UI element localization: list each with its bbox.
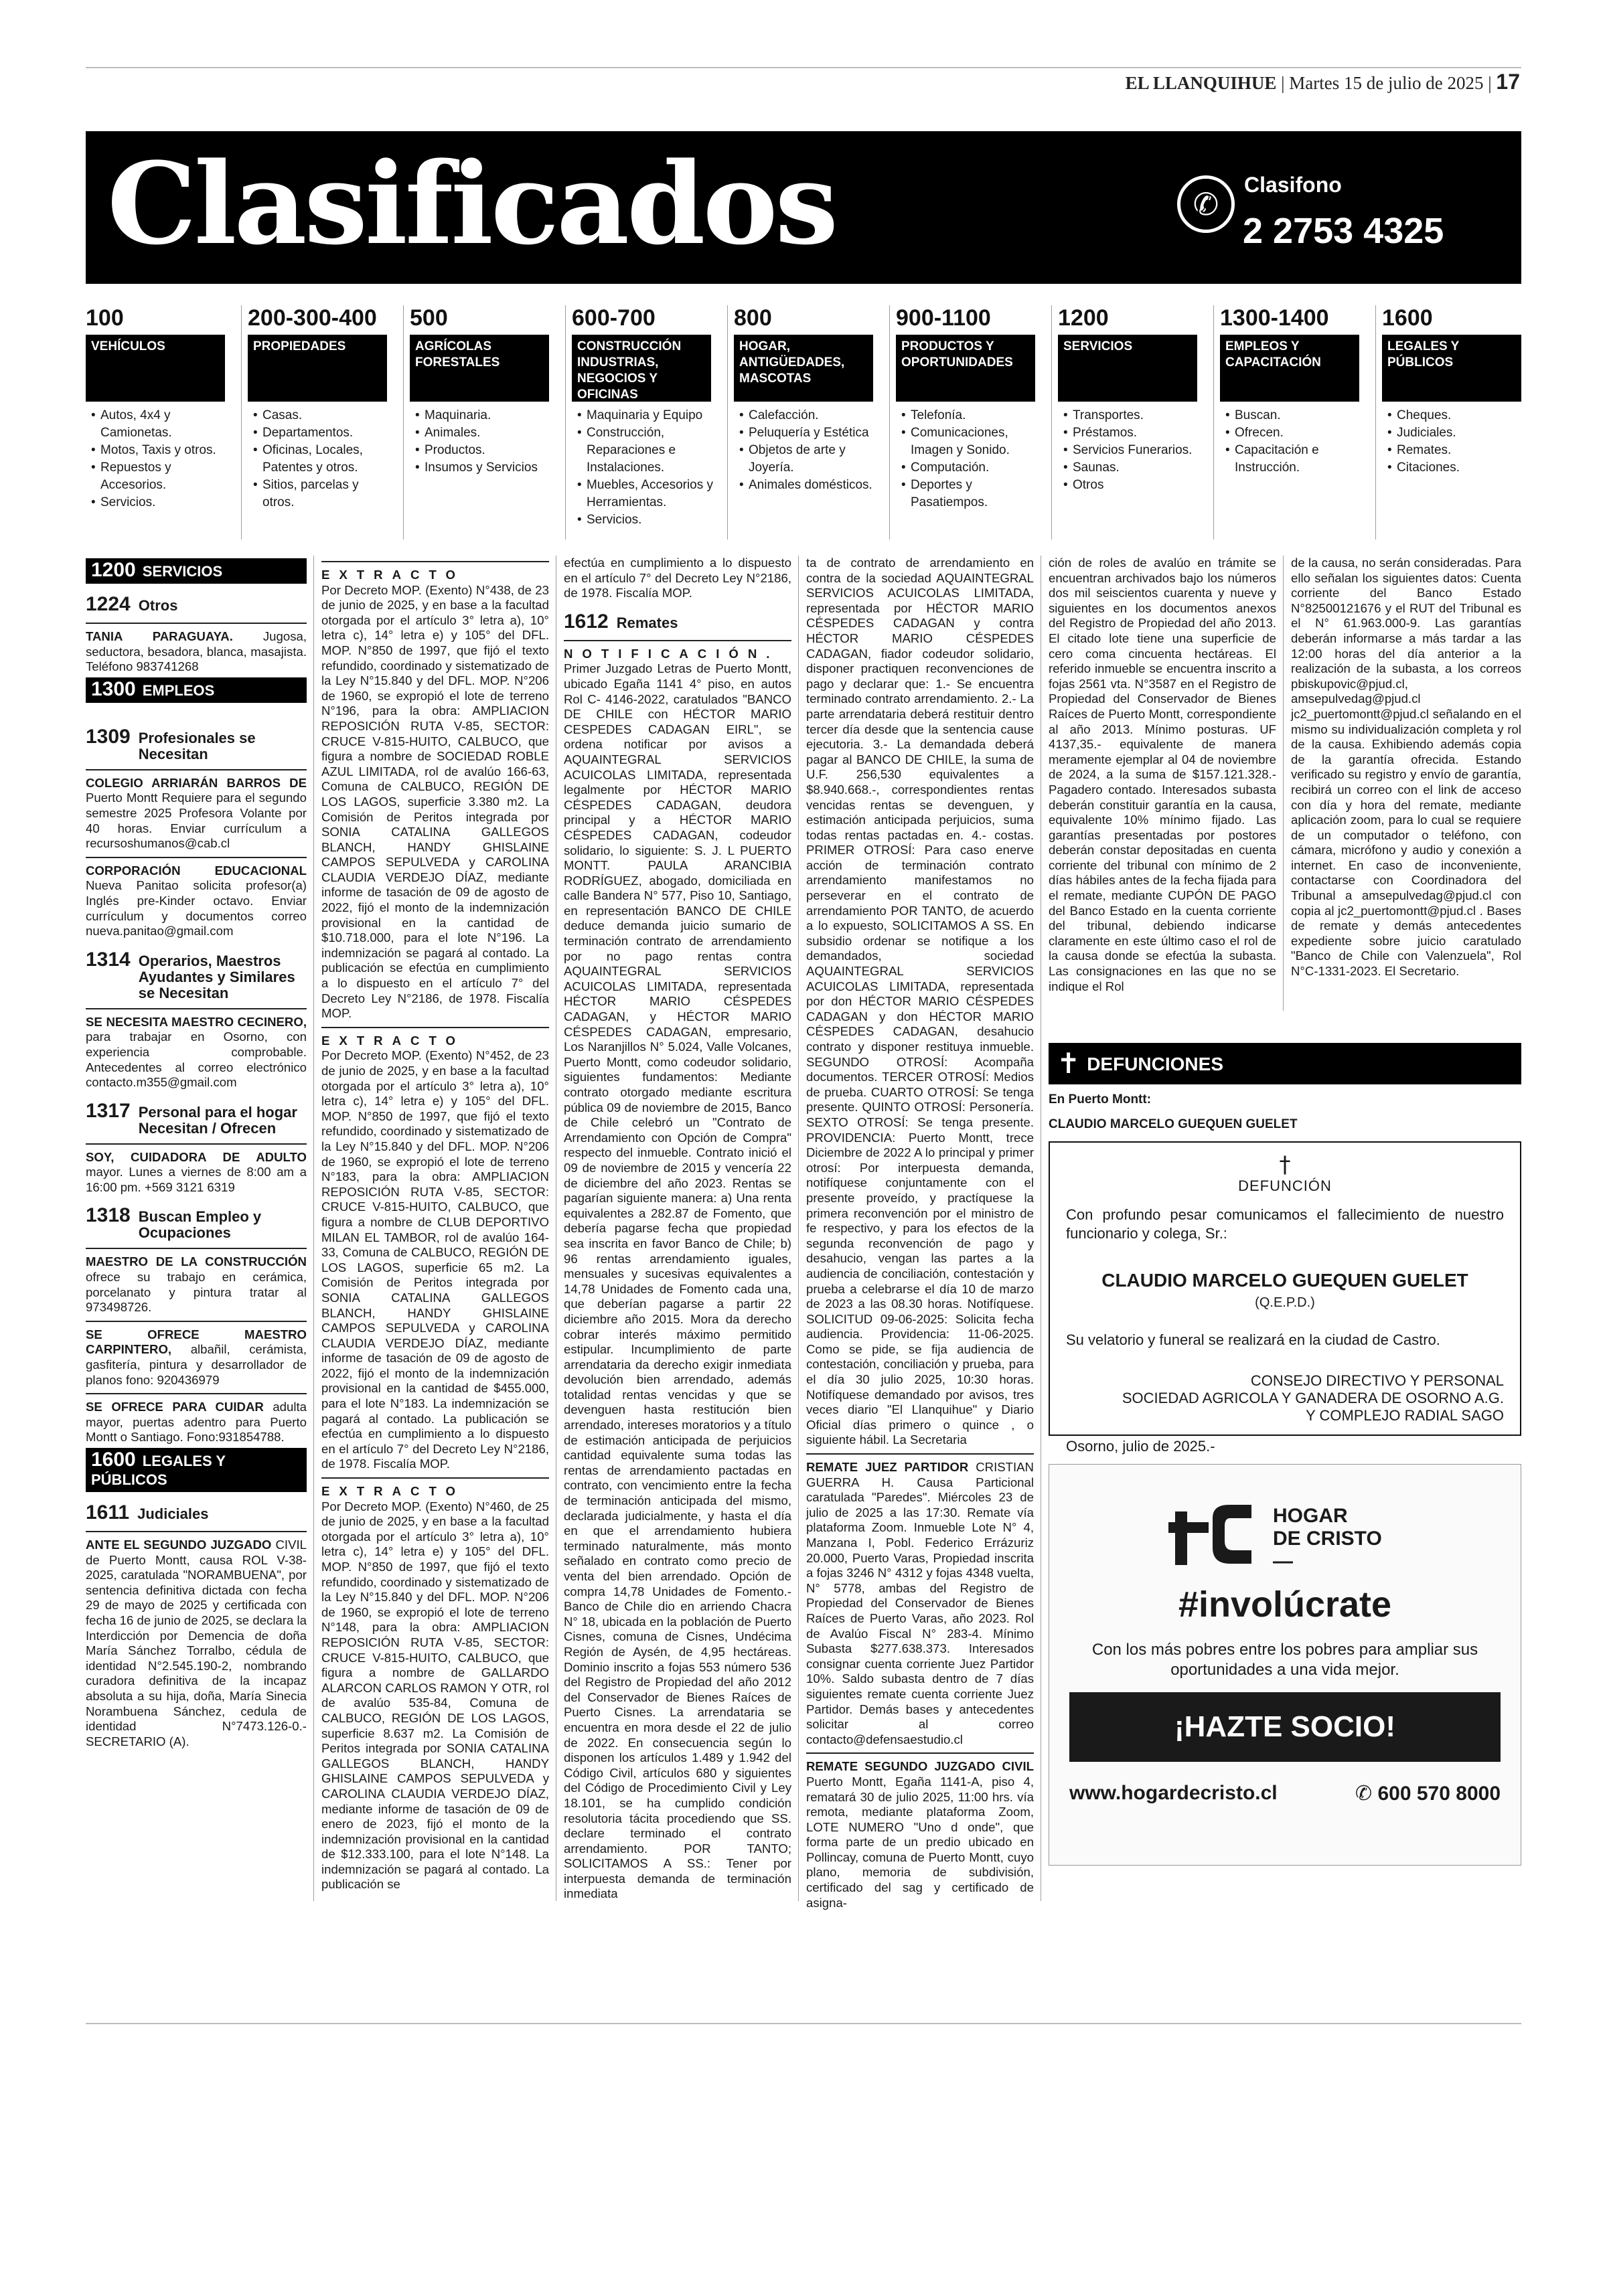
category-items (1387, 407, 1528, 477)
category-separator (565, 305, 566, 540)
divider (321, 1477, 549, 1479)
column-5 (1049, 556, 1276, 1011)
section-head-1300: 1300 EMPLEOS (86, 677, 307, 703)
category-separator (1375, 305, 1376, 540)
column-separator (313, 556, 314, 1901)
notice-continuation: efectúa en cumplimiento a lo dispuesto en el artículo 7° del Decreto Ley N°2186, de 1978. Fiscalía MOP. (564, 556, 791, 600)
divider (564, 640, 791, 641)
category-items (739, 407, 880, 494)
auction-notice: REMATE JUEZ PARTIDOR CRISTIAN GUERRA H. Causa Particional caratulada "Paredes". Miércoles 23 de julio de 2025 a las 17:30. Remate vía plataforma Zoom. Inmueble Lote N° 4, Manzana I, Pobl. Federico Errázuriz 20.000, Puerto Varas, Propiedad inscrita a fojas 3246 N° 4312 y fojas 4348 vuelta, N° 5778, ambas del Registro de Propiedad del Conservador de Bienes Raíces de Puerto Varas, año 2023. Rol de Avalúo Fiscal N° 283-4. Mínimo Subasta $277.638.373. Interesados consignar cuenta corriente Juez Partidor 10%. Saldo subasta dentro de 7 días siguientes remate cuenta corriente Juez Partidor. Demás bases y antecedentes solicitar al correo contacto@defensaestudio.cl (806, 1460, 1034, 1746)
category-separator (889, 305, 890, 540)
expropriation-notice: Por Decreto MOP. (Exento) N°460, de 25 de junio de 2025, y en base a la facultad otorgada por el artículo 3° letra a), 10° letra c), 14° letra e) y 105° del DFL. MOP. N°850 de 1997, que fijó el texto refundido, coordinado y sistematizado de la Ley N°15.840 y del DFL. MOP. N°206 de 1960, se expropió el lote de terreno N°148, para la obra: AMPLIACION REPOSICIÓN RUTA V-85, SECTOR: CRUCE V-815-HUITO, CALBUCO, que figura a nombre de GALLARDO ALARCON CARLOS RAMON Y OTR, rol de avalúo 535-84, Comuna de CALBUCO, REGIÓN DE LOS LAGOS, superficie 8.637 m2. La Comisión de Peritos integrada por SONIA CATALINA GALLEGOS BLANCH, HANDY GHISLAINE CAMPOS SEPULVEDA y CAROLINA CLAUDIA VERDEJO DÍAZ, mediante informe de tasación de 09 de enero de 2023, fijó el monto de la indemnización provisional en la cantidad de $12.333.100, para el lote N°148. La indemnización se pagará al contado. La publicación se (321, 1499, 549, 1892)
category-1200 (1058, 305, 1205, 540)
category-label: PROPIEDADES (248, 335, 387, 402)
classified-ad: COLEGIO ARRIARÁN BARROS DE Puerto Montt Requiere para el segundo semestre 2025 Profesora Volante por 40 horas. Enviar currículum a recursoshumanos@cab.cl (86, 775, 307, 851)
divider (86, 1143, 307, 1145)
ad-website-link[interactable]: www.hogardecristo.cl (1069, 1782, 1278, 1805)
column-6 (1291, 556, 1521, 1011)
court-notification: Primer Juzgado Letras de Puerto Montt, ubicado Egaña 1141 4° piso, en autos Rol C- 4146-2022, caratulados "BANCO DE CHILE con HÉCTOR MARIO CESPEDES CADAGAN EIRL", se ordena notificar por avisos a AQUAINTEGRAL SERVICIOS ACUICOLAS LIMITADA, representada legalmente por HÉCTOR MARIO CÉSPEDES CADAGAN, deudora principal y a HÉCTOR MARIO CÉSPEDES CADAGAN, codeudor solidario, lo siguiente: S. J. L PUERTO MONTT. PAULA ARANCIBIA RODRÍGUEZ, abogado, domiciliada en calle Bandera N° 577, Piso 10, Santiago, en representación BANCO DE CHILE deduce demanda juicio sumario de terminación contrato de arrendamiento por no pago rentas contra AQUAINTEGRAL SERVICIOS ACUICOLAS LIMITADA, representada HÉCTOR MARIO CÉSPEDES CADAGAN, y HÉCTOR MARIO CÉSPEDES CADAGAN, empresario, Los Naranjillos N° 5.024, Valle Volcanes, Puerto Montt, como codeudor solidario, siguientes fundamentos: Mediante contrato otorgado mediante escritura pública 09 de noviembre de 2015, Banco de Chile celebró un "Contrato de Arrendamiento con Opción de Compra" respecto del inmueble. Contrato inició el 09 de noviembre de 2015 y vencería 22 de diciembre del año 2023. Rentas se pagarían siguiente manera: a) Una renta equivalentes a 282.87 de Fomento, que debería pagarse fecha que propiedad sea inscrita en favor Banco de Chile; b) 96 rentas arrendamiento iguales, mensuales y sucesivas equivalentes a 14,78 Unidades de Fomento cada una, que deberían pagarse a partir 22 diciembre año 2015. Mora da derecho cobrar interés máximo permitido estipular. Incumplimiento de parte arrendataria da derecho exigir inmediata devolución bien arrendado, además totalidad rentas vencidas y que se devenguen hasta restitución bien arrendado, intereses moratorios y a título de estimación anticipada de perjuicios cantidad equivalente suma todas las rentas de arrendamiento pactadas en contrato, con vencimiento entre la fecha de terminación anticipada del mismo, declarada judicialmente, y hasta el día en que el arrendamiento hubiera terminado naturalmente, más monto señalado en contrato como precio de venta del bien arrendado. Opción de compra 14,78 Unidades de Fomento.- Banco de Chile dio en arriendo Chacra N° 18, ubicada en la población de Puerto Cisnes, comuna de Cisnes, Undécima Región de Aysén, de 4,95 hectáreas. Dominio inscrito a fojas 553 número 536 del Registro de Propiedad del año 2012 del Conservador de Bienes Raíces de Puerto Cisnes. La arrendataria se encuentra en mora desde el 22 de julio de 2022. En consecuencia según lo disponen los artículos 1.489 y 1.942 del Código Civil, artículos 680 y siguientes del Código de Procedimiento Civil y Ley 18.101, se ha cumplido condición resolutoria tácita procediendo que SS. declare terminado el contrato arrendamiento. POR TANTO; SOLICITAMOS A SS.: Tener por interpuesta demanda de terminación inmediata (564, 661, 791, 1901)
obituary-box-title: DEFUNCIÓN (1238, 1177, 1332, 1195)
divider (86, 1321, 307, 1322)
category-item: • Departamentos. (253, 424, 394, 442)
header-rule (86, 67, 1521, 68)
category-separator (1051, 305, 1052, 540)
obituary-name: CLAUDIO MARCELO GUEQUEN GUELET (1049, 1117, 1298, 1131)
category-items (253, 407, 394, 511)
category-item: • Deportes y Pasatiempos. (901, 477, 1042, 511)
category-item: • Computación. (901, 459, 1042, 477)
category-item: • Buscan. (1225, 407, 1366, 424)
category-separator (727, 305, 728, 540)
column-2 (321, 556, 549, 1901)
hogar-de-cristo-logo-text: HOGAR DE CRISTO — (1273, 1505, 1382, 1573)
divider (86, 1248, 307, 1249)
classified-ad: MAESTRO DE LA CONSTRUCCIÓN ofrece su trabajo en cerámica, porcelanato y pintura tratar al 973498726. (86, 1254, 307, 1315)
section-title: Clasificados (107, 137, 836, 270)
obituary-box (1049, 1141, 1521, 1455)
category-item: • Telefonía. (901, 407, 1042, 424)
category-item: • Remates. (1387, 442, 1528, 459)
notice-continuation: de la causa, no serán consideradas. Para ello señalan los siguientes datos: Cuenta corriente del Banco Estado N°82500121676 y el RUT del Tribunal es el N° 61.963.000-9. Las garantías deberán informarse a más tardar a las 12:00 horas del día anterior a la realización de la subasta, a los correos pbiskupovic@pjud.cl, amsepulvedag@pjud.cl jc2_puertomontt@pjud.cl señalando en el mismo su individualización completa y rol de la causa. Exhibiendo además copia de la garantía ofrecida. Estando verificado su registro y envío de garantía, recibirá un correo con el link de acceso con día y hora del remate, mediante aplicación zoom, para lo cual se requiere de un computador o teléfono, con cámara, micrófono y audio y conexión a internet. En caso de inconveniente, contactarse con Coordinadora del Tribunal a amsepulvedag@pjud.cl con copia al jc2_puertomontt@pjud.cl . Bases de remate y demás antecedentes expediente sobre juicio caratulado "Banco de Chile con Valenzuela", Rol N°C-1331-2023. El Secretario. (1291, 556, 1521, 979)
notificacion-title: NOTIFICACIÓN. (564, 646, 779, 661)
category-items (577, 407, 718, 529)
clasifono-label: Clasifono (1244, 173, 1342, 197)
category-separator (241, 305, 242, 540)
hogar-de-cristo-logo-icon (1168, 1491, 1255, 1572)
category-900-1100 (896, 305, 1043, 540)
category-label: LEGALES Y PÚBLICOS (1382, 335, 1521, 402)
category-code: 900-1100 (896, 305, 991, 331)
category-separator (403, 305, 404, 540)
subsection-1612: 1612 Remates (564, 610, 678, 633)
category-item: • Maquinaria. (415, 407, 556, 424)
expropriation-notice: Por Decreto MOP. (Exento) N°452, de 23 de junio de 2025, y en base a la facultad otorgada por el artículo 3° letra a), 10° letra c), 14° letra e) y 105° del DFL. MOP. N°850 de 1997, que fijó el texto refundido, coordinado y sistematizado de la Ley N°15.840 y del DFL. MOP. N°206 de 1960, se expropió el lote de terreno N°183, para la obra: AMPLIACION REPOSICIÓN RUTA V-85, SECTOR: CRUCE V-815-HUITO, CALBUCO, que figura a nombre de CLUB DEPORTIVO MILAN EL TAMBOR, rol de avalúo 164-33, Comuna de CALBUCO, REGIÓN DE LOS LAGOS, superficie 65 m2. La Comisión de Peritos integrada por SONIA CATALINA GALLEGOS BLANCH, HANDY GHISLAINE CAMPOS SEPULVEDA y CAROLINA CLAUDIA VERDEJO DÍAZ, mediante informe de tasación de 09 de agosto de 2022, fijó el monto de la indemnización provisional en la cantidad de $455.000, para el lote N°183. La indemnización se pagará al contado. La publicación se efectúa en cumplimiento a lo dispuesto en el artículo 7° del Decreto Ley N°2186, de 1978. Fiscalía MOP. (321, 1048, 549, 1471)
extracto-title: EXTRACTO (321, 1033, 465, 1048)
category-item: • Otros (1063, 477, 1204, 494)
category-1600 (1382, 305, 1529, 540)
legal-notice: ANTE EL SEGUNDO JUZGADO CIVIL de Puerto Montt, causa ROL V-38-2025, caratulada "NORAMBUENA", por sentencia definitiva dictada con fecha 29 de mayo de 2025 y certificada con fecha 16 de junio de 2025, se declara la Interdicción por Demencia de doña María Sánchez Torralbo, cédula de identidad N°2.545.190-2, nombrando curadora definitiva de la incapaz absoluta a su hija, doña, María Sinecia Norambuena Sánchez, cedula de identidad N°7473.126-0.- SECRETARIO (A). (86, 1538, 307, 1748)
subsection-1309: 1309 Profesionales se Necesitan (86, 725, 256, 762)
page-number: 17 (1496, 70, 1520, 94)
category-code: 1200 (1058, 305, 1109, 331)
category-item: • Repuestos y Accesorios. (91, 459, 232, 494)
expropriation-notice: Por Decreto MOP. (Exento) N°438, de 23 de junio de 2025, y en base a la facultad otorgada por el artículo 3° letra a), 10° letra c), 14° letra e) y 105° del DFL. MOP. N°850 de 1997, que fijó el texto refundido, coordinado y sistematizado de la Ley N°15.840 y del DFL. MOP. N°206 de 1960, se expropió el lote de terreno N°196, para la obra: AMPLIACION REPOSICIÓN RUTA V-85, SECTOR: CRUCE V-815-HUITO, CALBUCO, que figura a nombre de SOCIEDAD ROBLE AZUL LIMITADA, rol de avalúo 166-63, Comuna de CALBUCO, REGIÓN DE LOS LAGOS, superficie 3.380 m2. La Comisión de Peritos integrada por SONIA CATALINA GALLEGOS BLANCH, HANDY GHISLAINE CAMPOS SEPULVEDA y CAROLINA CLAUDIA VERDEJO DÍAZ, mediante informe de tasación de 09 de agosto de 2022, fijó el monto de la indemnización provisional en la cantidad de $10.718.000, para el lote N°196. La indemnización se pagará al contado. La publicación se efectúa en cumplimiento a lo dispuesto en el artículo 7° del Decreto Ley N°2186, de 1978. Fiscalía MOP. (321, 582, 549, 1021)
column-4 (806, 556, 1034, 1910)
category-item: • Autos, 4x4 y Camionetas. (91, 407, 232, 442)
category-code: 500 (410, 305, 448, 331)
category-item: • Saunas. (1063, 459, 1204, 477)
classified-ad: SE OFRECE PARA CUIDAR adulta mayor, puertas adentro para Puerto Montt o Santiago. Fono:931854788. (86, 1400, 307, 1445)
divider (86, 857, 307, 858)
subsection-1224: 1224 Otros (86, 593, 178, 615)
phone-icon: ✆ (1177, 175, 1235, 233)
category-100 (86, 305, 233, 540)
classified-ad: SE NECESITA MAESTRO CECINERO, para trabajar en Osorno, con experiencia comprobable. Antecedentes al correo electrónico contacto.m355@gmail.com (86, 1014, 307, 1090)
category-label: CONSTRUCCIÓN INDUSTRIAS, NEGOCIOS Y OFICINAS (572, 335, 711, 402)
category-label: HOGAR, ANTIGÜEDADES, MASCOTAS (734, 335, 873, 402)
column-1 (86, 556, 307, 1901)
extracto-title: EXTRACTO (321, 1484, 465, 1499)
hogar-de-cristo-ad[interactable] (1049, 1464, 1521, 1866)
divider (86, 769, 307, 770)
category-item: • Construcción, Reparaciones e Instalaciones. (577, 424, 718, 477)
notice-continuation: ción de roles de avalúo en trámite se encuentran archivados bajo los números dos mil seiscientos cuarenta y nueve y siguientes en los documentos anexos del Registro de Propiedad del año 2013. El citado lote tiene una superficie de cero coma cincuenta hectáreas. El referido inmueble se encuentra inscrito a fojas 2561 vta. N°3587 en el Registro de Propiedad del Conservador de Bienes Raíces de Puerto Montt, correspondiente al año 2013. Mínimo posturas. UF 4137,35.- equivalente de manera meramente ejemplar al 04 de noviembre de 2024, a la suma de $157.121.328.- Pagadero contado. Interesados subasta deberán constituir garantía en la causa, equivalente 10% mínimo fijado. Las garantías presentadas por postores deberán constar depositadas en cuenta corriente del tribunal con mínimo de 2 días hábiles antes de la fecha fijada para el remate, mediante CUPÓN DE PAGO del Banco Estado en la cuenta corriente del tribunal, debiendo indicarse claramente en este último caso el rol de la causa donde se efectúa la subasta. Las consignaciones en las que no se indique el Rol (1049, 556, 1276, 993)
classified-ad: TANIA PARAGUAYA. Jugosa, seductora, besadora, blanca, masajista. Teléfono 983741268 (86, 629, 307, 674)
auction-notice: REMATE SEGUNDO JUZGADO CIVIL Puerto Montt, Egaña 1141-A, piso 4, rematará 30 de julio 2025, 11:00 hrs. vía remota, mediante plataforma Zoom, LOTE NUMERO "Uno d onde", que forma parte de un predio ubicado en Pollincay, comuna de Puerto Montt, cuyo plano, memoria de subdivisión, certificado del sag y certificado de asigna- (806, 1759, 1034, 1910)
category-600-700 (572, 305, 719, 540)
ad-tagline: Con los más pobres entre los pobres para ampliar sus oportunidades a una vida mejor. (1091, 1641, 1478, 1679)
category-item: • Maquinaria y Equipo (577, 407, 718, 424)
category-200-300-400 (248, 305, 395, 540)
divider (86, 1008, 307, 1009)
category-item: • Servicios. (577, 511, 718, 529)
category-item: • Transportes. (1063, 407, 1204, 424)
category-label: SERVICIOS (1058, 335, 1197, 402)
obituary-text: Con profundo pesar comunicamos el fallecimiento de nuestro funcionario y colega, Sr.: (1066, 1206, 1504, 1242)
category-index (86, 305, 1521, 540)
obituary-place: En Puerto Montt: (1049, 1092, 1152, 1106)
category-item: • Judiciales. (1387, 424, 1528, 442)
category-items (415, 407, 556, 477)
category-item: • Muebles, Accesorios y Herramientas. (577, 477, 718, 511)
category-label: VEHÍCULOS (86, 335, 225, 402)
category-label: EMPLEOS Y CAPACITACIÓN (1220, 335, 1359, 402)
category-item: • Peluquería y Estética (739, 424, 880, 442)
category-item: • Capacitación e Instrucción. (1225, 442, 1366, 477)
category-item: • Casas. (253, 407, 394, 424)
defunciones-header: ✝ DEFUNCIONES (1049, 1043, 1521, 1084)
page-folio (1126, 70, 1520, 94)
divider (806, 1453, 1034, 1455)
column-separator (1283, 556, 1284, 1011)
category-code: 1600 (1382, 305, 1433, 331)
cross-icon: ✝ (1057, 1047, 1081, 1080)
category-code: 600-700 (572, 305, 656, 331)
funeral-info: Su velatorio y funeral se realizará en la ciudad de Castro. (1066, 1331, 1440, 1349)
category-item: • Insumos y Servicios (415, 459, 556, 477)
classified-ad: SE OFRECE MAESTRO CARPINTERO, albañil, cerámista, gasfitería, pintura y desarrollador de planos fono: 920436979 (86, 1327, 307, 1387)
section-head-1200: 1200 SERVICIOS (86, 558, 307, 584)
ad-hashtag: #involúcrate (1178, 1584, 1392, 1625)
divider (86, 1393, 307, 1394)
category-item: • Préstamos. (1063, 424, 1204, 442)
footer-rule (86, 2023, 1521, 2024)
category-item: • Animales domésticos. (739, 477, 880, 494)
subsection-1314: 1314 Operarios, Maestros Ayudantes y Similares se Necesitan (86, 948, 295, 1001)
obituary-date: Osorno, julio de 2025.- (1066, 1438, 1215, 1455)
category-item: • Calefacción. (739, 407, 880, 424)
obituaries-area (1049, 1035, 1521, 1898)
hazte-socio-button[interactable]: ¡HAZTE SOCIO! (1069, 1692, 1501, 1762)
category-item: • Cheques. (1387, 407, 1528, 424)
classified-ad: SOY, CUIDADORA DE ADULTO mayor. Lunes a viernes de 8:00 am a 16:00 pm. +569 3121 6319 (86, 1149, 307, 1194)
phone-icon: ✆ (1355, 1782, 1373, 1806)
category-label: AGRÍCOLAS FORESTALES (410, 335, 549, 402)
category-500 (410, 305, 557, 540)
category-item: • Servicios Funerarios. (1063, 442, 1204, 459)
category-item: • Productos. (415, 442, 556, 459)
category-label: PRODUCTOS Y OPORTUNIDADES (896, 335, 1035, 402)
category-code: 100 (86, 305, 124, 331)
category-separator (1213, 305, 1214, 540)
deceased-name: CLAUDIO MARCELO GUEQUEN GUELET (1101, 1270, 1468, 1291)
issue-date: | Martes 15 de julio de 2025 | (1281, 73, 1492, 93)
classifieds-banner (86, 131, 1521, 284)
subsection-1317: 1317 Personal para el hogar Necesitan / Ofrecen (86, 1099, 297, 1137)
category-item: • Oficinas, Locales, Patentes y otros. (253, 442, 394, 477)
divider (86, 623, 307, 624)
section-head-1600: 1600 LEGALES Y PÚBLICOS (86, 1448, 307, 1492)
column-3 (564, 556, 791, 1901)
newspaper-name: EL LLANQUIHUE (1125, 73, 1277, 93)
category-item: • Animales. (415, 424, 556, 442)
divider (86, 1531, 307, 1532)
category-items (1063, 407, 1204, 494)
category-item: • Ofrecen. (1225, 424, 1366, 442)
qepd: (Q.E.P.D.) (1255, 1295, 1315, 1311)
category-code: 200-300-400 (248, 305, 377, 331)
subsection-1611: 1611 Judiciales (86, 1501, 209, 1524)
ad-phone[interactable]: ✆ 600 570 8000 (1355, 1782, 1501, 1806)
category-item: • Citaciones. (1387, 459, 1528, 477)
category-item: • Motos, Taxis y otros. (91, 442, 232, 459)
obituary-signers: CONSEJO DIRECTIVO Y PERSONAL SOCIEDAD AGRICOLA Y GANADERA DE OSORNO A.G. Y COMPLEJO RADIAL SAGO (1122, 1372, 1504, 1424)
category-800 (734, 305, 881, 540)
category-items (91, 407, 232, 511)
category-items (1225, 407, 1366, 477)
category-item: • Comunicaciones, Imagen y Sonido. (901, 424, 1042, 459)
classified-ad: CORPORACIÓN EDUCACIONAL Nueva Panitao solicita profesor(a) Inglés pre-Kinder octavo. Enviar currículum y documentos correo nueva.panitao@gmail.com (86, 863, 307, 938)
clasifono-number: 2 2753 4325 (1243, 211, 1444, 251)
extracto-title: EXTRACTO (321, 568, 465, 582)
notice-continuation: ta de contrato de arrendamiento en contra de la sociedad AQUAINTEGRAL SERVICIOS ACUICOLAS LIMITADA, representada por HÉCTOR MARIO CÉSPEDES CADAGAN y contra HÉCTOR MARIO CÉSPEDES CADAGAN, fiador codeudor solidario, disponer practiquen reconvenciones de pago y declarar que: 1.- Se encuentra terminado contrato arrendamiento. 2.- La parte arrendataria deberá restituir dentro tercer día desde que la sentencia cause ejecutoria. 3.- La demandada deberá pagar al BANCO DE CHILE, la suma de U.F. 256,530 equivalentes a $8.940.668.-, correspondientes rentas vencidas rentas se devenguen, y estimación anticipada perjuicios, suma todas rentas pactadas en. 4.- costas. PRIMER OTROSÍ: Para caso enerve acción de terminación contrato arrendamiento manifestamos no perseverar en el contrato de arrendamiento POR TANTO, de acuerdo a lo expuesto, SOLICITAMOS A SS. En subsidio ordenar se notifique a los demandados, sociedad AQUAINTEGRAL SERVICIOS ACUICOLAS LIMITADA, representada por don HÉCTOR MARIO CÉSPEDES CADAGAN y don HÉCTOR MARIO CÉSPEDES CADAGAN, desahucio contrato y disponer restituya inmueble. SEGUNDO OTROSÍ: Acompaña documentos. TERCER OTROSÍ: Medios de prueba. CUARTO OTROSÍ: Se tenga presente. QUINTO OTROSÍ: Personería. SEXTO OTROSÍ: Se tenga presente. PROVIDENCIA: Puerto Montt, trece Diciembre de 2022 A lo principal y primer otrosí: Por interpuesta demanda, notifíquese conjuntamente con el presente proveído, y practíquese la primera reconvención por el ministro de fe respectivo, y para los efectos de la segunda reconvención de pago y desahucio, vengan las partes a la audiencia de conciliación, contestación y prueba a celebrarse el día 10 de marzo de 2023 a las 08.30 horas. Notifíquese. SOLICITUD 09-06-2025: Solicita fecha audiencia. Providencia: 11-06-2025. Como se pide, se fija audiencia de contestación, conciliación y prueba, para el día 30 julio 2025, 10:30 horas. Notifíquese demandado por avisos, tres veces diario "El Llanquihue" y Diario Oficial días primero o quince , o siguiente hábil. La Secretaria (806, 556, 1034, 1447)
category-item: • Objetos de arte y Joyería. (739, 442, 880, 477)
cross-icon: † (1279, 1151, 1291, 1179)
subsection-1318: 1318 Buscan Empleo y Ocupaciones (86, 1204, 262, 1242)
category-item: • Sitios, parcelas y otros. (253, 477, 394, 511)
category-1300-1400 (1220, 305, 1367, 540)
category-items (901, 407, 1042, 511)
divider (321, 1027, 549, 1028)
category-code: 1300-1400 (1220, 305, 1329, 331)
column-separator (798, 556, 799, 1901)
category-item: • Servicios. (91, 494, 232, 511)
divider (321, 561, 549, 562)
category-code: 800 (734, 305, 772, 331)
divider (806, 1752, 1034, 1754)
